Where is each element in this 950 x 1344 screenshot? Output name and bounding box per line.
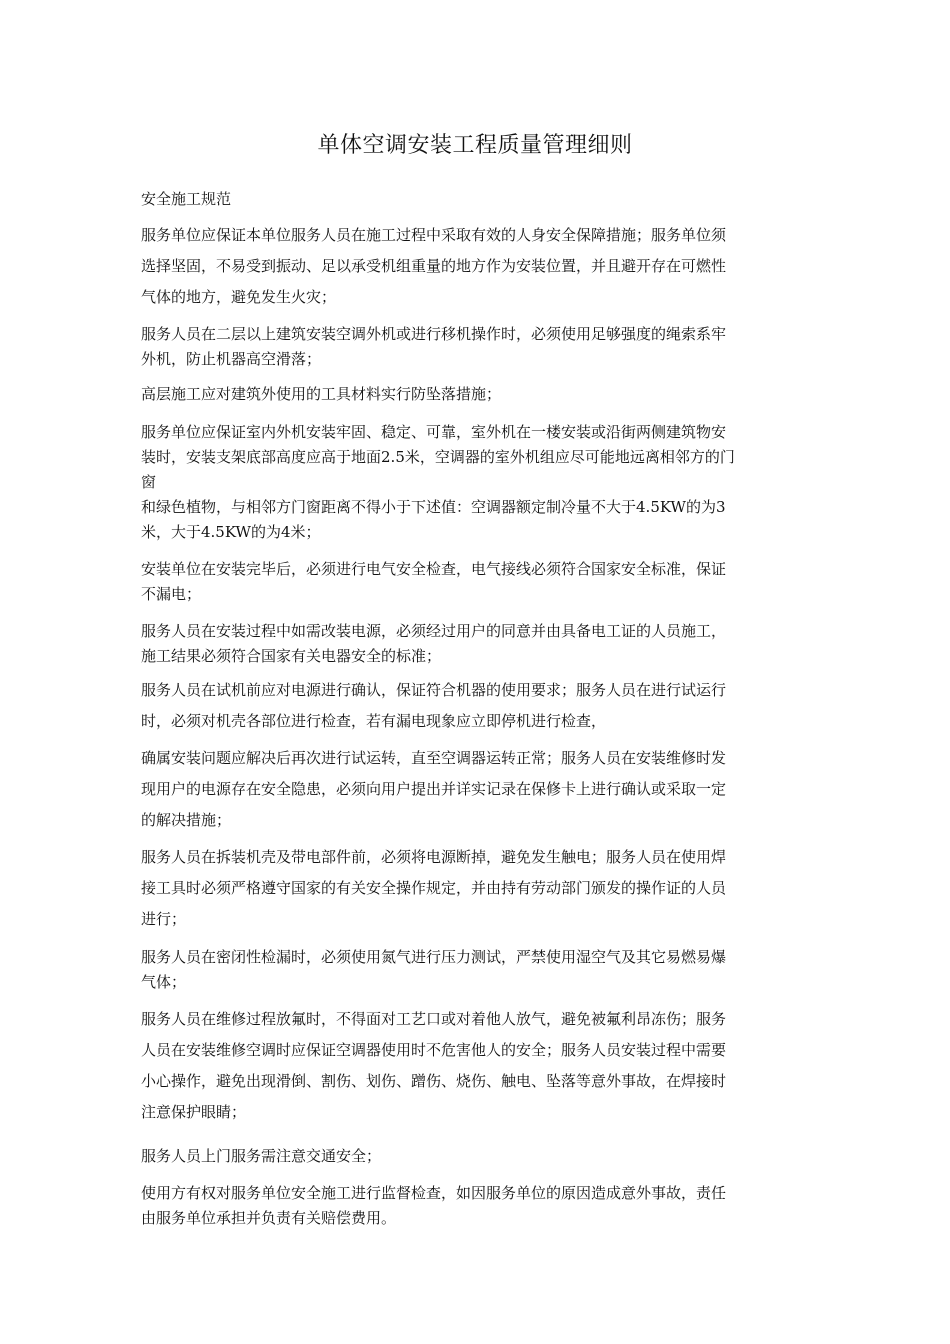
paragraph-6 [141,557,811,607]
text-line: 的解决措施； [141,811,232,829]
text-line: 装时，安装支架底部高度应高于地面2.5米，空调器的室外机组应尽可能地远离相邻方的门 [141,448,735,466]
text-line: 注意保护眼睛； [141,1103,247,1121]
paragraph-14 [141,1181,811,1231]
text-line: 确属安装问题应解决后再次进行试运转，直至空调器运转正常；服务人员在安装维修时发 [141,749,727,767]
text-line: 由服务单位承担并负责有关赔偿费用。 [141,1209,397,1227]
paragraph-8 [141,675,811,737]
text-line: 人员在安装维修空调时应保证空调器使用时不危害他人的安全；服务人员安装过程中需要 [141,1041,727,1059]
paragraph-12 [141,1004,811,1128]
paragraph-13 [141,1144,811,1169]
paragraph-1 [141,220,811,313]
text-line: 服务人员在安装过程中如需改装电源，必须经过用户的同意并由具备电工证的人员施工， [141,622,727,640]
text-line: 安装单位在安装完毕后，必须进行电气安全检查，电气接线必须符合国家安全标准，保证 [141,560,727,578]
text-line: 时，必须对机壳各部位进行检查，若有漏电现象应立即停机进行检查， [141,712,607,730]
text-line: 气体； [141,973,187,991]
text-line: 不漏电； [141,585,202,603]
text-line: 服务单位应保证室内外机安装牢固、稳定、可靠，室外机在一楼安装或沿街两侧建筑物安 [141,423,727,441]
text-line: 高层施工应对建筑外使用的工具材料实行防坠落措施； [141,385,502,403]
text-line: 选择坚固，不易受到振动、足以承受机组重量的地方作为安装位置，并且避开存在可燃性 [141,257,727,275]
paragraph-3 [141,382,811,407]
text-line: 和绿色植物，与相邻方门窗距离不得小于下述值：空调器额定制冷量不大于4.5KW的为3 [141,498,726,516]
document-title: 单体空调安装工程质量管理细则 [317,133,633,158]
paragraph-11 [141,945,811,995]
text-line: 服务单位应保证本单位服务人员在施工过程中采取有效的人身安全保障措施；服务单位须 [141,226,727,244]
text-line: 现用户的电源存在安全隐患，必须向用户提出并详实记录在保修卡上进行确认或采取一定 [141,780,727,798]
text-line: 服务人员在密闭性检漏时，必须使用氮气进行压力测试，严禁使用湿空气及其它易燃易爆 [141,948,727,966]
text-line: 窗 [141,473,157,491]
paragraph-9 [141,743,811,836]
text-line: 小心操作，避免出现滑倒、割伤、划伤、蹭伤、烧伤、触电、坠落等意外事故，在焊接时 [141,1072,727,1090]
text-line: 进行； [141,910,187,928]
text-line: 使用方有权对服务单位安全施工进行监督检查，如因服务单位的原因造成意外事故，责任 [141,1184,727,1202]
text-line: 服务人员在试机前应对电源进行确认，保证符合机器的使用要求；服务人员在进行试运行 [141,681,727,699]
paragraph-7 [141,619,811,669]
text-line: 服务人员上门服务需注意交通安全； [141,1147,382,1165]
section-heading: 安全施工规范 [141,190,232,208]
text-line: 服务人员在维修过程放氟时，不得面对工艺口或对着他人放气，避免被氟利昂冻伤；服务 [141,1010,727,1028]
paragraph-10 [141,842,811,935]
paragraph-5 [141,495,811,545]
text-line: 气体的地方，避免发生火灾； [141,288,337,306]
text-line: 服务人员在拆装机壳及带电部件前，必须将电源断掉，避免发生触电；服务人员在使用焊 [141,848,727,866]
text-line: 外机，防止机器高空滑落； [141,350,322,368]
paragraph-2 [141,322,811,372]
text-line: 接工具时必须严格遵守国家的有关安全操作规定，并由持有劳动部门颁发的操作证的人员 [141,879,727,897]
text-line: 米，大于4.5KW的为4米； [141,523,321,541]
text-line: 服务人员在二层以上建筑安装空调外机或进行移机操作时，必须使用足够强度的绳索系牢 [141,325,727,343]
text-line: 施工结果必须符合国家有关电器安全的标准； [141,647,442,665]
paragraph-4 [141,420,811,495]
